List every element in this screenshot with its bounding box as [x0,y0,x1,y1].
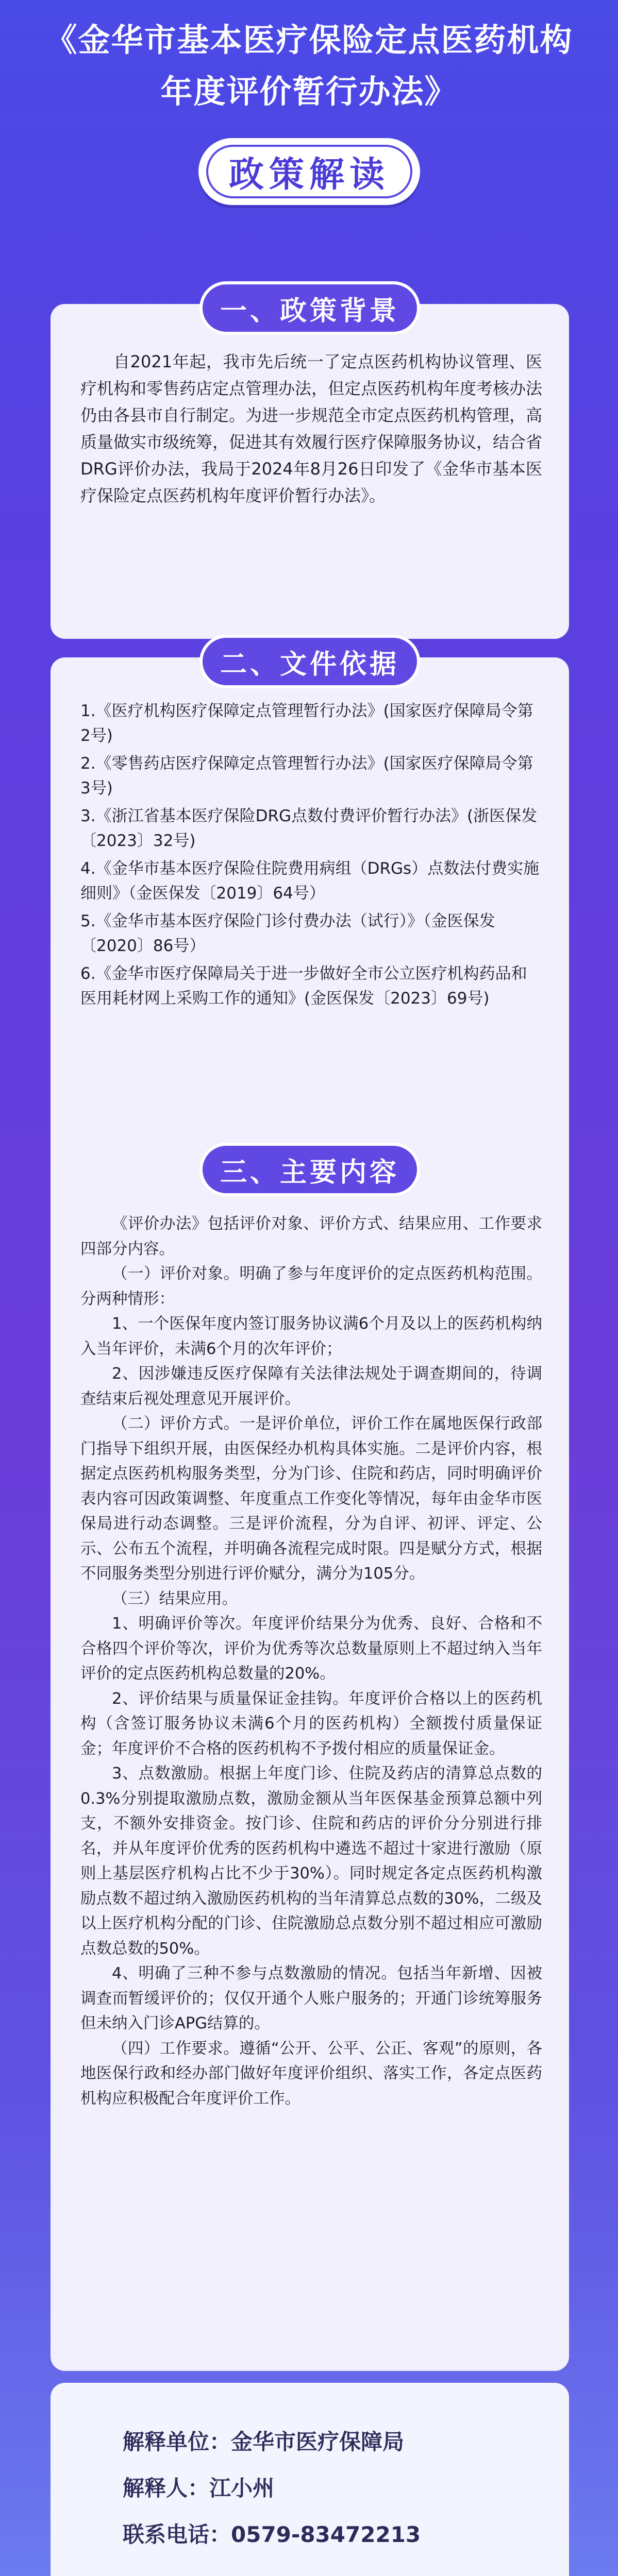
title-line-2: 年度评价暂行办法》 [160,73,458,110]
basis-item: 5.《金华市基本医疗保险门诊付费办法（试行）》（金医保发〔2020〕86号） [80,912,495,955]
page-title [0,14,618,117]
title-line-1: 《金华市基本医疗保险定点医药机构 [45,21,573,59]
content-paragraph: 2、因涉嫌违反医疗保障有关法律法规处于调查期间的，待调查结束后视处理意见开展评价。 [80,1365,542,1408]
content-paragraph: （四）工作要求。遵循“公开、公平、公正、客观”的原则，各地医保行政和经办部门做好年度评价组织、落实工作，各定点医药机构应积极配合年度评价工作。 [80,2039,542,2108]
section-content-body [80,1212,542,2111]
basis-item: 4.《金华市基本医疗保险住院费用病组（DRGs）点数法付费实施细则》（金医保发〔2019〕64号） [80,859,540,903]
section-basis-title: 二、文件依据 [220,649,399,680]
content-paragraph: 2、评价结果与质量保证金挂钩。年度评价合格以上的医药机构（含签订服务协议未满6个月的医药机构）全额拨付质量保证金；年度评价不合格的医药机构不予拨付相应的质量保证金。 [80,1689,542,1758]
section-background-body [80,348,542,509]
content-paragraph: （三）结果应用。 [112,1589,238,1608]
content-paragraph: 《评价办法》包括评价对象、评价方式、结果应用、工作要求四部分内容。 [80,1215,542,1258]
basis-item: 3.《浙江省基本医疗保险DRG点数付费评价暂行办法》(浙医保发〔2023〕32号) [80,807,538,850]
background-paragraph: 自2021年起，我市先后统一了定点医药机构协议管理、医疗机构和零售药店定点管理办法，但定点医药机构年度考核办法仍由各县市自行制定。为进一步规范全市定点医药机构管理，高质量做实市级统筹，促进其有效履行医疗保障服务协议，结合省DRG评价办法，我局于2024年8月26日印发了《金华市基本医疗保险定点医药机构年度评价暂行办法》。 [80,352,543,505]
section-background-title: 一、政策背景 [220,295,399,327]
content-paragraph: 3、点数激励。根据上年度门诊、住院及药店的清算总点数的0.3%分别提取激励点数，激励金额从当年医保基金预算总额中列支，不额外安排资金。按门诊、住院和药店的评价分分别进行排名，并从年度评价优秀的医药机构中遴选不超过十家进行激励（原则上基层医疗机构占比不少于30%）。同时规定各定点医药机构激励点数不超过纳入激励医药机构的当年清算总点数的30%，二级及以上医疗机构分配的门诊、住院激励总点数分别不超过相应可激励点数总数的50%。 [80,1765,542,1958]
section-basis-header [199,635,420,688]
interpreting-unit: 解释单位：金华市医疗保障局 [123,2429,405,2454]
interpreter: 解释人：江小州 [123,2476,275,2501]
contact-phone: 联系电话：0579-83472213 [123,2522,421,2547]
basis-item: 6.《金华市医疗保障局关于进一步做好全市公立医疗机构药品和医用耗材网上采购工作的通知》(金医保发〔2023〕69号) [80,964,527,1008]
basis-item: 1.《医疗机构医疗保障定点管理暂行办法》(国家医疗保障局令第2号) [80,702,533,745]
policy-interpretation-badge [198,138,420,205]
section-background-header [199,281,420,335]
badge-label: 政策解读 [228,154,390,195]
content-paragraph: （二）评价方式。一是评价单位，评价工作在属地医保行政部门指导下组织开展，由医保经办机构具体实施。二是评价内容，根据定点医药机构服务类型，分为门诊、住院和药店，同时明确评价表内容可因政策调整、年度重点工作变化等情况，每年由金华市医保局进行动态调整。三是评价流程，分为自评、初评、评定、公示、公布五个流程，并明确各流程完成时限。四是赋分方式，根据不同服务类型分别进行评价赋分，满分为105分。 [80,1415,542,1583]
content-paragraph: 1、明确评价等次。年度评价结果分为优秀、良好、合格和不合格四个评价等次，评价为优秀等次总数量原则上不超过纳入当年评价的定点医药机构总数量的20%。 [80,1615,542,1683]
badge-border [206,145,412,198]
content-paragraph: 4、明确了三种不参与点数激励的情况。包括当年新增、因被调查而暂缓评价的；仅仅开通个人账户服务的；开通门诊统筹服务但未纳入门诊APG结算的。 [80,1964,542,2032]
contact-card [51,2383,569,2576]
section-content-title: 三、主要内容 [220,1157,399,1188]
section-basis-body [80,699,542,1014]
basis-item: 2.《零售药店医疗保障定点管理暂行办法》(国家医疗保障局令第3号) [80,754,533,798]
content-paragraph: （一）评价对象。明确了参与年度评价的定点医药机构范围。分两种情形： [80,1265,542,1308]
section-content-header [199,1143,420,1196]
section-content-card [51,1157,569,2371]
content-paragraph: 1、一个医保年度内签订服务协议满6个月及以上的医药机构纳入当年评价，未满6个月的次年评价； [80,1315,542,1358]
section-background-card [51,295,569,639]
